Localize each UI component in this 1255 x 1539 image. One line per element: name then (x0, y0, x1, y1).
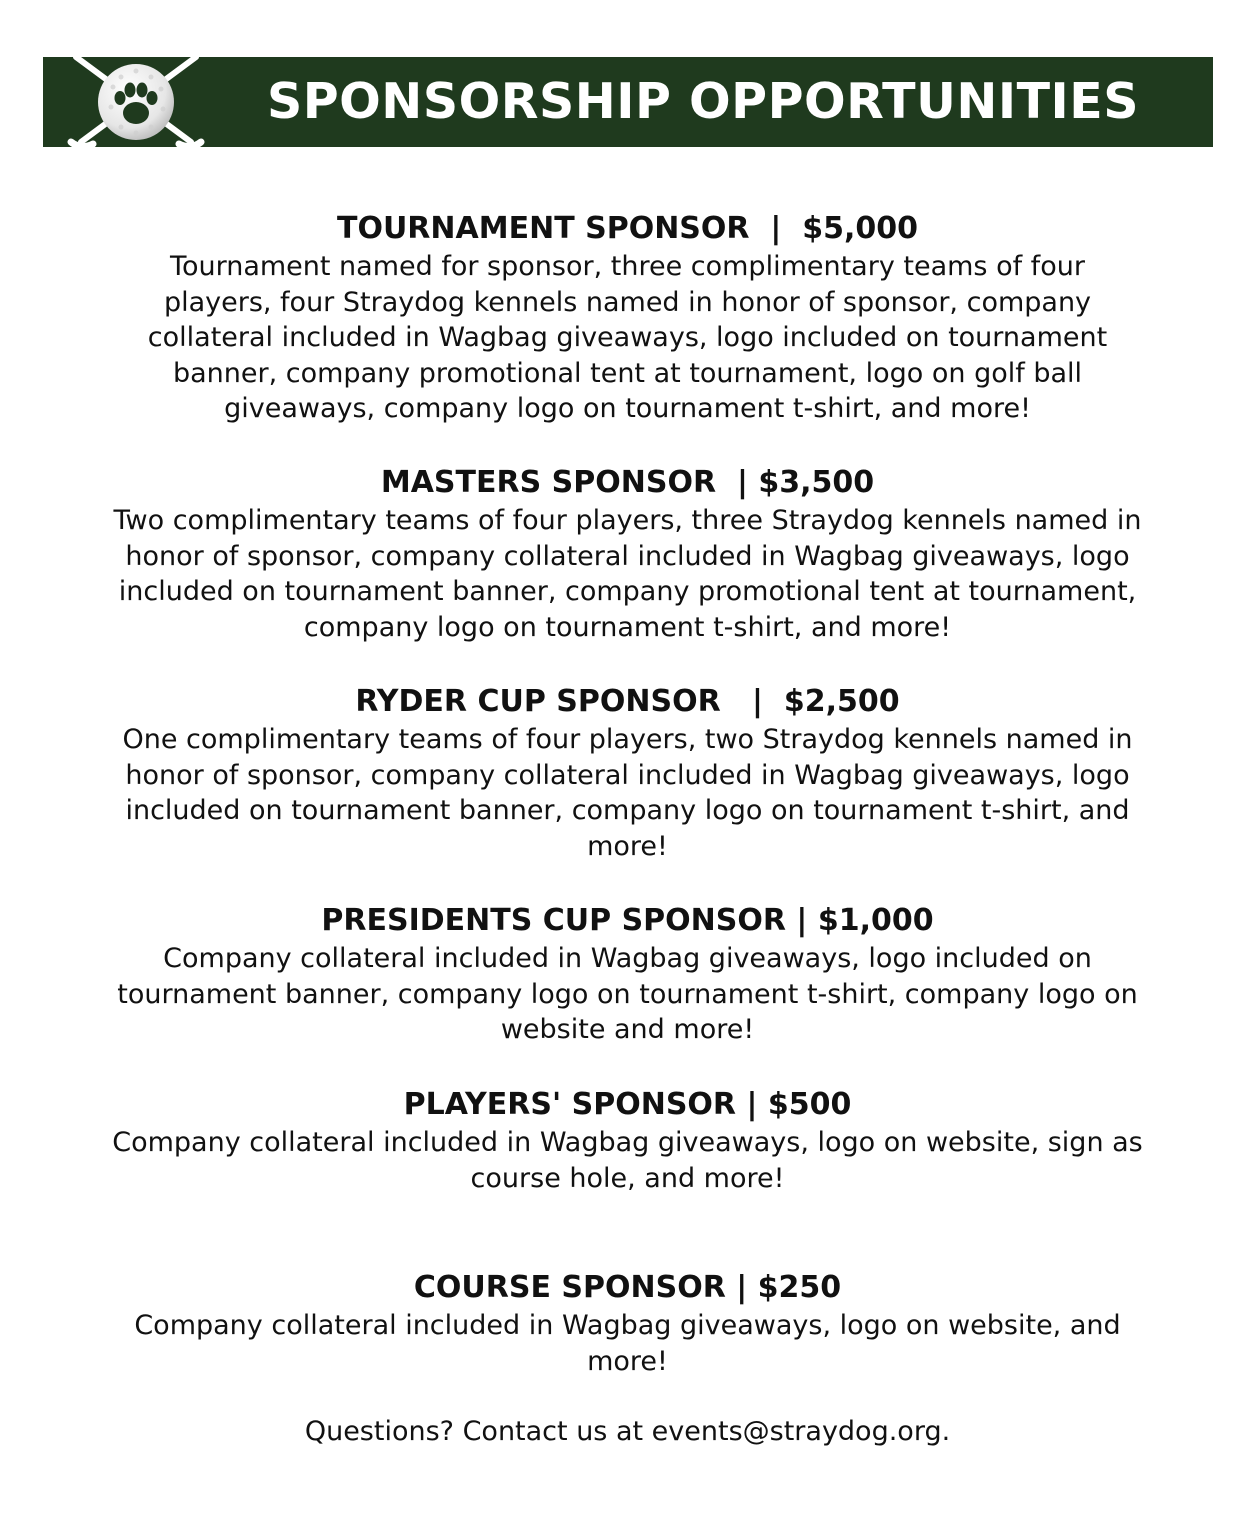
tier-masters-sponsor (90, 465, 1165, 645)
tier-presidents-cup-sponsor (90, 903, 1165, 1048)
tier-description: Company collateral included in Wagbag giveaways, logo included on tournament banner, company logo on tournament t-shirt, company logo on website and more! (117, 943, 1138, 1045)
tier-players-sponsor (90, 1087, 1165, 1196)
paw-golf-ball-logo-icon (51, 57, 221, 147)
tier-heading: MASTERS SPONSOR | $3,500 (380, 465, 875, 500)
tier-heading: COURSE SPONSOR | $250 (413, 1270, 842, 1305)
tier-heading: PRESIDENTS CUP SPONSOR | $1,000 (321, 903, 934, 938)
tier-description: Company collateral included in Wagbag giveaways, logo on website, and more! (134, 1310, 1121, 1377)
contact-line: Questions? Contact us at events@straydog.org. (304, 1416, 951, 1447)
tier-tournament-sponsor (90, 211, 1165, 427)
header-banner (43, 57, 1213, 147)
tier-description: Company collateral included in Wagbag giveaways, logo on website, sign as course hole, and more! (112, 1127, 1143, 1194)
tier-ryder-cup-sponsor (90, 684, 1165, 864)
tier-heading: RYDER CUP SPONSOR | $2,500 (355, 684, 900, 719)
tier-heading: TOURNAMENT SPONSOR | $5,000 (336, 211, 919, 246)
tier-description: Two complimentary teams of four players, three Straydog kennels named in honor of sponsor, company collateral included in Wagbag giveaways, logo included on tournament banner, company promotional tent at tournament, company logo on tournament t-shirt, and more! (113, 505, 1142, 643)
tier-heading: PLAYERS' SPONSOR | $500 (403, 1087, 852, 1122)
page-title: SPONSORSHIP OPPORTUNITIES (266, 73, 1140, 130)
tier-course-sponsor (90, 1270, 1165, 1379)
tier-description: Tournament named for sponsor, three complimentary teams of four players, four Straydog kennels named in honor of sponsor, company collateral included in Wagbag giveaways, logo included on tournament banner, company promotional tent at tournament, logo on golf ball giveaways, company logo on tournament t-shirt, and more! (147, 251, 1108, 424)
tier-description: One complimentary teams of four players, two Straydog kennels named in honor of sponsor, company collateral included in Wagbag giveaways, logo included on tournament banner, company logo on tournament t-shirt, and more! (122, 724, 1133, 862)
